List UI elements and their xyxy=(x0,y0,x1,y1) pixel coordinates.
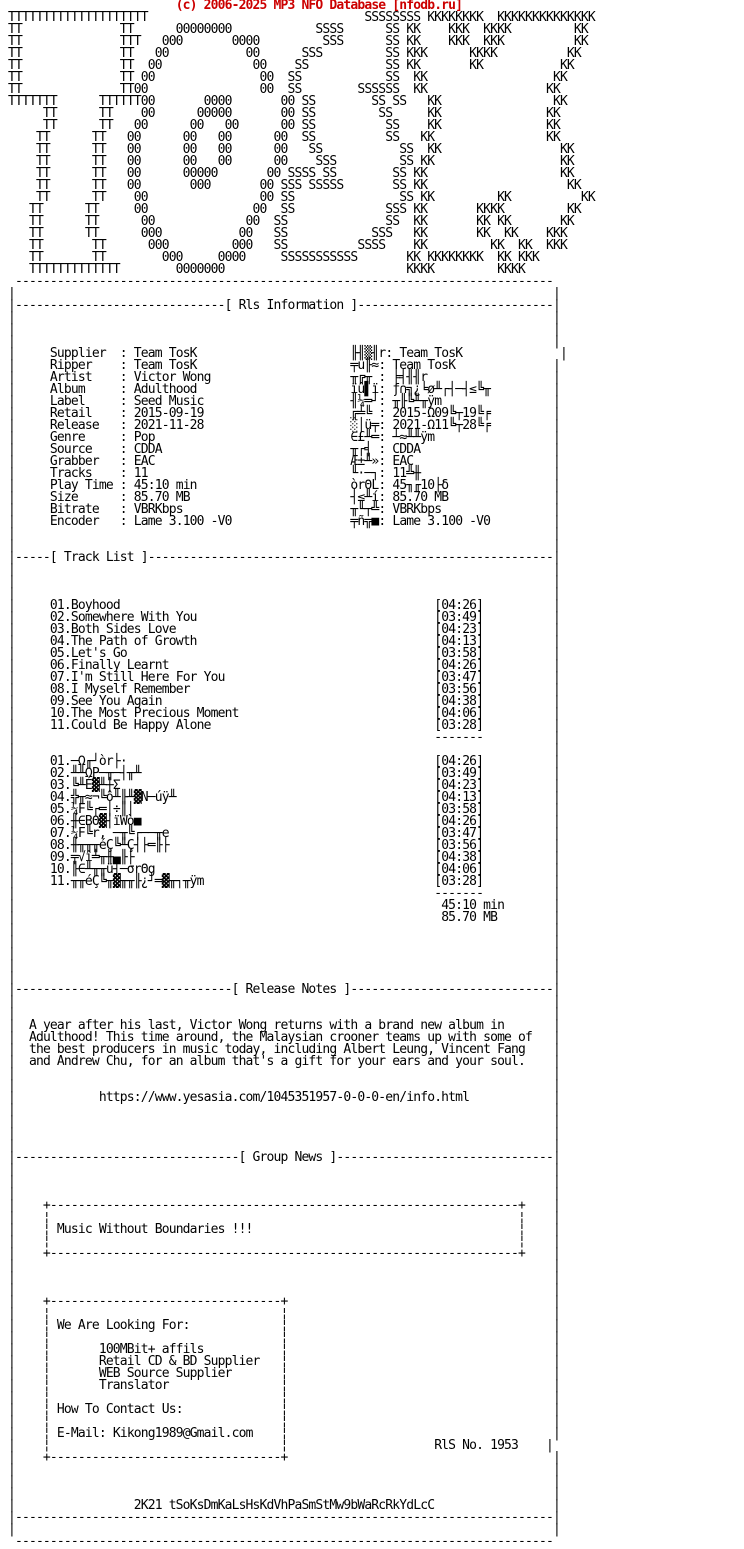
nfo-field: ∈£╨═ xyxy=(350,430,379,445)
blank-line: | | xyxy=(8,574,560,589)
nfo-field: Boyhood xyxy=(70,598,120,613)
nfo-field: ╬╥≈¬╚ô╨╟╨▓N─úÿ╨ xyxy=(70,790,176,805)
nfo-field: The Most Precious Moment xyxy=(70,706,239,721)
contact-line: | ¦ We Are Looking For: ¦ | xyxy=(8,1318,560,1333)
nfo-field: 45╖╓10├δ xyxy=(392,478,449,493)
blank-line: | | xyxy=(8,1078,560,1093)
nfo-field: A year after his last, Victor Wong returns with a brand new album in xyxy=(28,1018,505,1033)
info-row: | Album : Adulthood ïû▌ï: ƒ∩╗¿╘ø╨┌┤─┤≤╚╥ | xyxy=(8,382,561,397)
info-row: | Genre : Pop ∈£╨═: ┴≈╨╨ÿm | xyxy=(8,430,561,445)
nfo-field: Pop xyxy=(133,430,155,445)
blank-line: | | xyxy=(8,1186,560,1201)
nfo-field: 03:58 xyxy=(441,646,477,661)
nfo-field: ╥╔╥ xyxy=(350,370,372,385)
total-time: | 45:10 min | xyxy=(8,898,560,913)
nfo-field: 11╩╫ xyxy=(392,466,421,481)
nfo-field: Team TosK xyxy=(392,358,456,373)
track-row: | 06.Finally Learnt [04:26] | xyxy=(8,658,561,673)
nfo-field: 03:49 xyxy=(441,610,477,625)
nfo-field: 03 xyxy=(49,778,64,793)
nfo-field: TT TT 00 00 00 00 SS SS KK KK xyxy=(8,130,560,145)
blank-line: | | xyxy=(8,1162,560,1177)
nfo-field: [ Group News ] xyxy=(238,1150,337,1165)
news-box: | +-------------------------------------------------------------------+ | xyxy=(8,1246,560,1261)
nfo-field: TT TT 00 00 SS SS KK KK KK xyxy=(8,58,574,73)
nfo-field: Ripper xyxy=(49,358,92,373)
nfo-field: ┤≤╨í xyxy=(350,490,379,505)
nfo-field: ░│ü╤ xyxy=(350,418,379,433)
nfo-field: 03:47 xyxy=(441,826,477,841)
nfo-field: 02 xyxy=(49,766,64,781)
notes-url: | https://www.yesasia.com/1045351957-0-0-0-en/info.html | xyxy=(8,1090,560,1105)
nfo-field: Team TosK xyxy=(133,358,197,373)
contact-box: | +---------------------------------+ | xyxy=(8,1294,560,1309)
nfo-field: 04:26 xyxy=(441,598,477,613)
track-row: | 06.╫∈BΘ▓┤ïWò■ [04:26] | xyxy=(8,814,561,829)
nfo-field: 07 xyxy=(49,826,64,841)
track-row: | 05.Let's Go [03:58] | xyxy=(8,646,561,661)
nfo-field: 11 xyxy=(133,466,148,481)
nfo-field: 01 xyxy=(49,598,64,613)
blank-line: | | xyxy=(8,922,560,937)
news-slogan: | ¦ Music Without Boundaries !!! ¦ | xyxy=(8,1222,560,1237)
nfo-field: and Andrew Chu, for an album that's a gift for your ears and your soul. xyxy=(28,1054,526,1069)
blank-line: | | xyxy=(8,1138,560,1153)
blank-line: | | xyxy=(8,1114,560,1129)
track-row: | 01.─Ω╓┘òr├· [04:26] | xyxy=(8,754,561,769)
blank-line: | | xyxy=(8,1474,560,1489)
nfo-field: Lame 3.100 -V0 xyxy=(133,514,232,529)
nfo-field: ╥╥éÇ╚╥▓╥╥╟¿┘═▓╥┐╥ÿm xyxy=(70,874,204,889)
nfo-field: 2021-Ω11╚┬28╚╒ xyxy=(392,418,491,433)
blank-line: | | xyxy=(8,994,560,1009)
nfo-field: TT TTT 000 0000 SSS SS KK KKK KKK KK xyxy=(8,34,588,49)
blank-line: | | xyxy=(8,1102,560,1117)
nfo-field: WEB Source Supplier xyxy=(98,1366,232,1381)
nfo-field: ╫╥╥╥éÇ╚╨Ç┤├═╟├ xyxy=(70,838,169,853)
nfo-field: TT TT 00 00 SS SS KK KK KK xyxy=(8,190,595,205)
nfo-field: Victor Wong xyxy=(133,370,211,385)
nfo-field: VBRKbps xyxy=(133,502,183,517)
nfo-field: ┴≈╨╨ÿm xyxy=(392,430,435,445)
nfo-field: ╤ñ╦■ xyxy=(350,514,379,529)
nfo-field: 10 xyxy=(49,862,64,877)
track-row: | 04.The Path of Growth [04:13] | xyxy=(8,634,560,649)
nfo-field: TTTTTTT TTTTTT00 0000 00 SS SS SS KK KK xyxy=(8,94,567,109)
track-row: | 10.╟∈╨╥╥ü┤─σrΘg [04:06] | xyxy=(8,862,560,877)
nfo-field: TTTTTTTTTTTTTTTTTTTT SSSSSSSS KKKKKKKK KKKKKKKKKKKKKK xyxy=(8,10,595,25)
nfo-field: ------- xyxy=(434,886,484,901)
track-row: | 04.╬╥≈¬╚ô╨╟╨▓N─úÿ╨ [04:13] | xyxy=(8,790,561,805)
nfo-field: 04:23 xyxy=(441,622,477,637)
news-box: | +-------------------------------------------------------------------+ | xyxy=(8,1198,560,1213)
section-divider: |-------------------------------[ Release Notes ]-----------------------------| xyxy=(8,982,560,997)
nfo-field: TT TT 00 00 SS SSS KK KKKK KK xyxy=(8,202,581,217)
nfo-field: 04:23 xyxy=(441,778,477,793)
nfo-field: 11 xyxy=(49,718,64,733)
nfo-field: 03:56 xyxy=(441,682,477,697)
blank-line: | | xyxy=(8,958,560,973)
nfo-field: RlS No. 1953 xyxy=(434,1438,519,1453)
contact-item: | ¦ 100MBit+ affils ¦ | xyxy=(8,1342,560,1357)
nfo-field: [ Rls Information ] xyxy=(224,298,358,313)
nfo-field: TT TT 00 00 SSS SS KKK KKKK KK xyxy=(8,46,581,61)
nfo-field: Source xyxy=(49,442,92,457)
track-row: | 03.╚╨É▓╨┼Σ [04:23] | xyxy=(8,778,561,793)
nfo-field: ƒ∩╗¿╘ø╨┌┤─┤≤╚╥ xyxy=(392,382,491,397)
nfo-field: ╥┌╡ xyxy=(350,442,372,457)
track-row: | 07.I'm Still Here For You [03:47] | xyxy=(8,670,561,685)
blank-line: | | xyxy=(8,1462,560,1477)
blank-line: | | xyxy=(8,538,560,553)
nfo-field: Retail CD & BD Supplier xyxy=(98,1354,260,1369)
track-row: | 09.See You Again [04:38] | xyxy=(8,694,560,709)
nfo-field: https://www.yesasia.com/1045351957-0-0-0-en/info.html xyxy=(98,1090,470,1105)
track-row: | 07.¼F╚r, ─╥╚┌──╥e [03:47] | xyxy=(8,826,561,841)
nfo-field: Label xyxy=(49,394,85,409)
contact-box: | ¦ ¦ | xyxy=(8,1330,560,1345)
track-row: | 11.Could Be Happy Alone [03:28] | xyxy=(8,718,560,733)
nfo-field: ¼F╚r, ─╥╚┌──╥e xyxy=(70,826,169,841)
blank-line: | | xyxy=(8,562,560,577)
nfo-field: Æ±╨» xyxy=(350,454,379,469)
nfo-field: TT TT 00 00 00 00 SS SS KK KK xyxy=(8,142,574,157)
contact-item: | ¦ Translator ¦ | xyxy=(8,1378,560,1393)
nfo-field: ╤√î╧╥╫▄╟├ xyxy=(70,850,134,865)
nfo-field: Lame 3.100 -V0 xyxy=(392,514,491,529)
track-row: | 11.╥╥éÇ╚╥▓╥╥╟¿┘═▓╥┐╥ÿm [03:28] | xyxy=(8,874,560,889)
nfo-field: (c) 2006-2025 MP3 NFO Database [nfodb.ru] xyxy=(175,0,463,13)
nfo-field: Team TosK xyxy=(133,346,197,361)
contact-box: | ¦ ¦ | xyxy=(8,1414,560,1429)
nfo-field: 04:38 xyxy=(441,694,477,709)
nfo-field: The Path of Growth xyxy=(70,634,197,649)
info-row: | Supplier : Team TosK ╟╢▒╢r: Team TosK | xyxy=(8,346,568,361)
nfo-field: TT TT 00000000 SSSS SS KK KKK KKKK KK xyxy=(8,22,588,37)
nfo-field: ╚╨É▓╨┼Σ xyxy=(70,778,120,793)
nfo-field: Let's Go xyxy=(70,646,127,661)
blank-line: | | xyxy=(8,526,560,541)
nfo-field: Adulthood! This time around, the Malaysian crooner teams up with some of xyxy=(28,1030,533,1045)
nfo-field: ╞╡╢╢r xyxy=(392,370,428,385)
nfo-field: TT TT 000 0000 SSSSSSSSSSS KK KKKKKKKK KK KKK xyxy=(8,250,539,265)
nfo-field: 100MBit+ affils xyxy=(98,1342,204,1357)
nfo-field: CDDA xyxy=(392,442,421,457)
track-row: | 08.I Myself Remember [03:56] | xyxy=(8,682,561,697)
news-box: | ¦ ¦ | xyxy=(8,1210,560,1225)
blank-line: | | xyxy=(8,1126,560,1141)
info-row: | Retail : 2015-09-19 ╔╧╚ : 2015-Ω09╚┬19╚╒ | xyxy=(8,406,561,421)
nfo-field: 04:06 xyxy=(441,862,477,877)
nfo-field: ------- xyxy=(434,730,484,745)
nfo-field: Could Be Happy Alone xyxy=(70,718,211,733)
nfo-field: EAC xyxy=(392,454,414,469)
blank-line: | | xyxy=(8,322,560,337)
section-divider: |-----[ Track List ]----------------------------------------------------------| xyxy=(8,550,560,565)
track-row: | 09.╤√î╧╥╫▄╟├ [04:38] | xyxy=(8,850,561,865)
nfo-field: I Myself Remember xyxy=(70,682,190,697)
nfo-field: TT TT 00 00 00 00 SS SS KK KK xyxy=(8,118,560,133)
nfo-field: Play Time xyxy=(49,478,113,493)
contact-item: | ¦ Retail CD & BD Supplier ¦ | xyxy=(8,1354,560,1369)
nfo-field: òrΘL xyxy=(350,478,379,493)
nfo-field: 02 xyxy=(49,610,64,625)
nfo-field: 03:58 xyxy=(441,802,477,817)
nfo-field: TT TT 00 00000 00 SSSS SS SS KK KK xyxy=(8,166,574,181)
nfo-field: Grabber xyxy=(49,454,99,469)
nfo-field: 45:10 min xyxy=(441,898,505,913)
nfo-field: TTTTTTTTTTTTT 0000000 KKKK KKKK xyxy=(8,262,526,277)
blank-line: | | xyxy=(8,970,560,985)
nfo-field: Bitrate xyxy=(49,502,99,517)
nfo-field: Somewhere With You xyxy=(70,610,197,625)
nfo-field: ╢¼═┘ xyxy=(350,394,379,409)
nfo-field: [ Track List ] xyxy=(49,550,148,565)
nfo-field: 03 xyxy=(49,622,64,637)
blank-line: | | xyxy=(8,742,560,757)
info-row: | Bitrate : VBRKbps ╥╙┬╩: VBRKbps | xyxy=(8,502,561,517)
blank-line: | | xyxy=(8,1066,560,1081)
nfo-field: Finally Learnt xyxy=(70,658,169,673)
blank-line: | | xyxy=(8,946,560,961)
nfo-field: 07 xyxy=(49,670,64,685)
footer-line: | 2K21 tSoKsDmKaLsHsKdVhPaSmStMw9bWaRcRkYdLcC | xyxy=(8,1498,560,1513)
nfo-field: 85.70 MB xyxy=(441,910,498,925)
nfo-field: 2015-Ω09╚┬19╚╒ xyxy=(392,406,491,421)
nfo-field: Translator xyxy=(98,1378,169,1393)
contact-email: | ¦ E-Mail: Kikong1989@Gmail.com ¦ | xyxy=(8,1426,560,1441)
nfo-field: TT TT 00 00 00 00 SSS SS KK KK xyxy=(8,154,574,169)
track-row: | 03.Both Sides Love [04:23] | xyxy=(8,622,561,637)
track-divider: | ------- | xyxy=(8,886,560,901)
nfo-field: ╤u╟≈ xyxy=(350,358,379,373)
nfo-field: I'm Still Here For You xyxy=(70,670,225,685)
nfo-field: 05 xyxy=(49,802,64,817)
nfo-field: Both Sides Love xyxy=(70,622,176,637)
nfo-field: TT TT 00 00 SS SS KK KK xyxy=(8,70,567,85)
nfo-field: Album xyxy=(49,382,85,397)
track-row: | 02.╨╨ΩP─╥─┤╥╨ [03:49] | xyxy=(8,766,561,781)
blank-line: | | xyxy=(8,1282,560,1297)
nfo-field: 09 xyxy=(49,850,64,865)
nfo-field: ╔╧╚ xyxy=(350,406,372,421)
nfo-field: 04:13 xyxy=(441,790,477,805)
nfo-field: 2K21 tSoKsDmKaLsHsKdVhPaSmStMw9bWaRcRkYdLcC xyxy=(133,1498,435,1513)
nfo-field: 2021-11-28 xyxy=(133,418,204,433)
nfo-field: 06 xyxy=(49,814,64,829)
info-row: | Size : 85.70 MB ┤≤╨í: 85.70 MB | xyxy=(8,490,561,505)
nfo-field: 03:47 xyxy=(441,670,477,685)
nfo-field: TT TT 00 00000 00 SS SS KK KK xyxy=(8,106,560,121)
nfo-field: Seed Music xyxy=(133,394,204,409)
nfo-field: 04:13 xyxy=(441,634,477,649)
nfo-field: ╫∈BΘ▓┤ïWò■ xyxy=(70,814,141,829)
nfo-field: 06 xyxy=(49,658,64,673)
nfo-field: 04 xyxy=(49,790,64,805)
nfo-field: Kikong1989@Gmail.com xyxy=(112,1426,253,1441)
nfo-field: 2015-09-19 xyxy=(133,406,204,421)
blank-line: | | xyxy=(8,310,560,325)
track-row: | 08.╫╥╥╥éÇ╚╨Ç┤├═╟├ [03:56] | xyxy=(8,838,561,853)
info-row: | Ripper : Team TosK ╤u╟≈: Team TosK | xyxy=(8,358,561,373)
nfo-text xyxy=(8,0,595,1548)
section-divider: |--------------------------------[ Group News ]-------------------------------| xyxy=(8,1150,560,1165)
nfo-field: TT TT 00 00 SS SS KK KK KK KK xyxy=(8,214,574,229)
nfo-field: 04:26 xyxy=(441,754,477,769)
nfo-field: TT TT 000 00 SS SSS KK KK KK KKK xyxy=(8,226,567,241)
nfo-field: ïû▌ï xyxy=(350,382,379,397)
nfo-field: ╟╢▒╢r xyxy=(350,346,386,361)
contact-item: | ¦ WEB Source Supplier ¦ | xyxy=(8,1366,560,1381)
nfo-field: See You Again xyxy=(70,694,162,709)
nfo-field: Retail xyxy=(49,406,92,421)
contact-box: | ¦ ¦ RlS No. 1953 | xyxy=(8,1438,553,1453)
blank-line: | | xyxy=(8,1258,560,1273)
nfo-field: the best producers in music today, including Albert Leung, Vincent Fang xyxy=(28,1042,526,1057)
blank-line: | | xyxy=(8,1174,560,1189)
track-divider: | ------- | xyxy=(8,730,560,745)
nfo-field: Music Without Boundaries !!! xyxy=(56,1222,253,1237)
nfo-field: ╨╨ΩP─╥─┤╥╨ xyxy=(70,766,141,781)
track-row: | 02.Somewhere With You [03:49] | xyxy=(8,610,560,625)
notes-line: | and Andrew Chu, for an album that's a gift for your ears and your soul. | xyxy=(8,1054,560,1069)
notes-line: | Adulthood! This time around, the Malaysian crooner teams up with some of | xyxy=(8,1030,560,1045)
nfo-field: Size xyxy=(49,490,78,505)
blank-line: | | xyxy=(8,934,560,949)
nfo-field: ╟∈╨╥╥ü┤─σrΘg xyxy=(70,862,155,877)
nfo-field: TT TT00 00 SS SSSSSS KK KK xyxy=(8,82,560,97)
nfo-field: VBRKbps xyxy=(392,502,442,517)
nfo-field: We Are Looking For: xyxy=(56,1318,190,1333)
nfo-field: 45:10 min xyxy=(133,478,197,493)
nfo-field: 08 xyxy=(49,682,64,697)
info-row: | Source : CDDA ╥┌╡ : CDDA | xyxy=(8,442,560,457)
nfo-field: Artist xyxy=(49,370,92,385)
nfo-field: 09 xyxy=(49,694,64,709)
nfo-field: 04 xyxy=(49,634,64,649)
nfo-field: EAC xyxy=(133,454,155,469)
nfo-field: E-Mail: xyxy=(56,1426,106,1441)
nfo-field: 03:56 xyxy=(441,838,477,853)
section-divider: |------------------------------[ Rls Information ]----------------------------| xyxy=(8,298,560,313)
nfo-field: 04:26 xyxy=(441,658,477,673)
nfo-field: How To Contact Us: xyxy=(56,1402,183,1417)
notes-line: | the best producers in music today, including Albert Leung, Vincent Fang | xyxy=(8,1042,560,1057)
nfo-field: Adulthood xyxy=(133,382,197,397)
nfo-field: Supplier xyxy=(49,346,106,361)
blank-line: | | xyxy=(8,334,560,349)
track-row: | 05.¼F╚┌═│÷║│ [03:58] | xyxy=(8,802,561,817)
frame-end: ----------------------------------------------------------------------------- xyxy=(8,1534,560,1549)
nfo-field: Encoder xyxy=(49,514,99,529)
nfo-field: 03:49 xyxy=(441,766,477,781)
nfo-field: TT TT 000 000 SS SSSS KK KK KK KKK xyxy=(8,238,567,253)
nfo-field: ¼F╚┌═│÷║│ xyxy=(70,802,134,817)
frame-edge: | | xyxy=(8,286,560,301)
info-row: | Encoder : Lame 3.100 -V0 ╤ñ╦■: Lame 3.100 -V0 | xyxy=(8,514,561,529)
news-box: | ¦ ¦ | xyxy=(8,1234,560,1249)
contact-line: | ¦ How To Contact Us: ¦ | xyxy=(8,1402,560,1417)
blank-line: | | xyxy=(8,586,560,601)
nfo-field: 01 xyxy=(49,754,64,769)
nfo-field: ╥╟╚╨╥ÿm xyxy=(392,394,442,409)
nfo-field: Release xyxy=(49,418,99,433)
nfo-field: Genre xyxy=(49,430,85,445)
nfo-field: 10 xyxy=(49,706,64,721)
nfo-field: 05 xyxy=(49,646,64,661)
track-row: | 10.The Most Precious Moment [04:06] | xyxy=(8,706,561,721)
info-row: | Grabber : EAC Æ±╨»: EAC | xyxy=(8,454,561,469)
nfo-field: Team TosK xyxy=(399,346,463,361)
nfo-field: CDDA xyxy=(133,442,162,457)
blank-line: | | xyxy=(8,1486,560,1501)
frame-edge: | | xyxy=(8,1522,560,1537)
nfo-field: 04:26 xyxy=(441,814,477,829)
frame-bottom: |-----------------------------------------------------------------------------| xyxy=(8,1510,560,1525)
nfo-field: ╙·─┐ xyxy=(350,466,379,481)
nfo-field: 03:28 xyxy=(441,874,477,889)
contact-box: | ¦ ¦ | xyxy=(8,1306,560,1321)
info-row: | Play Time : 45:10 min òrΘL: 45╖╓10├δ | xyxy=(8,478,561,493)
nfo-field: 08 xyxy=(49,838,64,853)
info-row: | Label : Seed Music ╢¼═┘: ╥╟╚╨╥ÿm | xyxy=(8,394,561,409)
nfo-field: ─Ω╓┘òr├· xyxy=(70,754,127,769)
info-row: | Tracks : 11 ╙·─┐: 11╩╫ | xyxy=(8,466,560,481)
nfo-field: 04:06 xyxy=(441,706,477,721)
track-row: | 01.Boyhood [04:26] | xyxy=(8,598,561,613)
nfo-field: 85.70 MB xyxy=(133,490,190,505)
info-row: | Release : 2021-11-28 ░│ü╤: 2021-Ω11╚┬28╚╒ | xyxy=(8,418,561,433)
notes-line: | A year after his last, Victor Wong returns with a brand new album in | xyxy=(8,1018,560,1033)
contact-box: | ¦ ¦ | xyxy=(8,1390,560,1405)
frame-top: ----------------------------------------------------------------------------- xyxy=(8,274,560,289)
nfo-field: [ Release Notes ] xyxy=(231,982,351,997)
total-size: | 85.70 MB | xyxy=(8,910,560,925)
nfo-field: TT TT 00 000 00 SSS SSSSS SS KK KK xyxy=(8,178,581,193)
nfo-field: 11 xyxy=(49,874,64,889)
info-row: | Artist : Victor Wong ╥╔╥ : ╞╡╢╢r | xyxy=(8,370,560,385)
nfo-field: 03:28 xyxy=(441,718,477,733)
nfo-field: ╥╙┬╩ xyxy=(350,502,379,517)
nfo-field: Tracks xyxy=(49,466,92,481)
blank-line: | | xyxy=(8,1270,560,1285)
nfo-field: 85.70 MB xyxy=(392,490,449,505)
blank-line: | | xyxy=(8,1006,560,1021)
nfo-field: 04:38 xyxy=(441,850,477,865)
contact-box: | +---------------------------------+ | xyxy=(8,1450,560,1465)
